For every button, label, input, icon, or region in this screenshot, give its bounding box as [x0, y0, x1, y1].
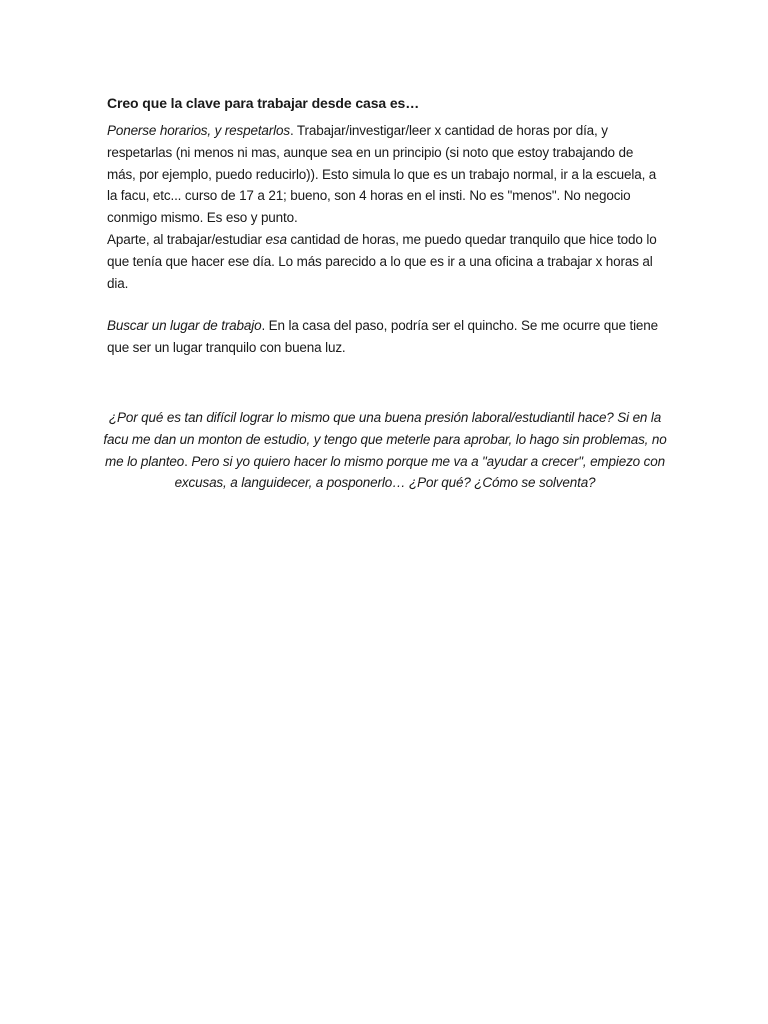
paragraph-aside-emphasis: esa — [265, 231, 287, 247]
section-spacer — [107, 359, 663, 407]
paragraph-workplace-body: . En la casa del paso, podría ser el quincho. Se me ocurre que tiene que ser un lugar tranquilo con buena luz. — [107, 318, 659, 356]
reflection-quote-part-a: ¿Por qué es tan difícil lograr lo mismo que una buena presión laboral/estudiantil hace? Si en la facu me dan un monton de estudio, y tengo que meterle para aprobar, lo hago sin problemas, no me lo planteo — [103, 409, 667, 469]
document-page — [103, 92, 667, 494]
reflection-quote-separator: . — [184, 453, 192, 469]
paragraph-workplace — [107, 315, 663, 359]
document-heading: Creo que la clave para trabajar desde casa es… — [107, 95, 420, 111]
paragraph-aside — [107, 229, 663, 294]
paragraph-aside-after: cantidad de horas, me puedo quedar tranquilo que hice todo lo que tenía que hacer ese día. Lo más parecido a lo que es ir a una oficina a trabajar x horas al dia. — [107, 231, 657, 291]
paragraph-workplace-lead: Buscar un lugar de trabajo — [107, 318, 262, 334]
reflection-quote-part-b: Pero si yo quiero hacer lo mismo porque me va a "ayudar a crecer", empiezo con excusas, a languidecer, a posponerlo… ¿Por qué? ¿Cómo se solventa? — [174, 453, 665, 491]
paragraph-schedules-body: . Trabajar/investigar/leer x cantidad de horas por día, y respetarlas (ni menos ni mas, aunque sea en un principio (si noto que estoy trabajando de más, por ejemplo, puedo reducirlo)). Esto simula lo que es un trabajo normal, ir a la escuela, a la facu, etc... curso de 17 a 21; bueno, son 4 horas en el insti. No es "menos". No negocio conmigo mismo. Es eso y punto. — [107, 123, 657, 226]
reflection-quote — [103, 407, 667, 494]
paragraph-spacer — [107, 294, 663, 315]
paragraph-aside-before: Aparte, al trabajar/estudiar — [107, 231, 266, 247]
paragraph-schedules — [107, 120, 663, 229]
paragraph-schedules-lead: Ponerse horarios, y respetarlos — [107, 123, 290, 138]
